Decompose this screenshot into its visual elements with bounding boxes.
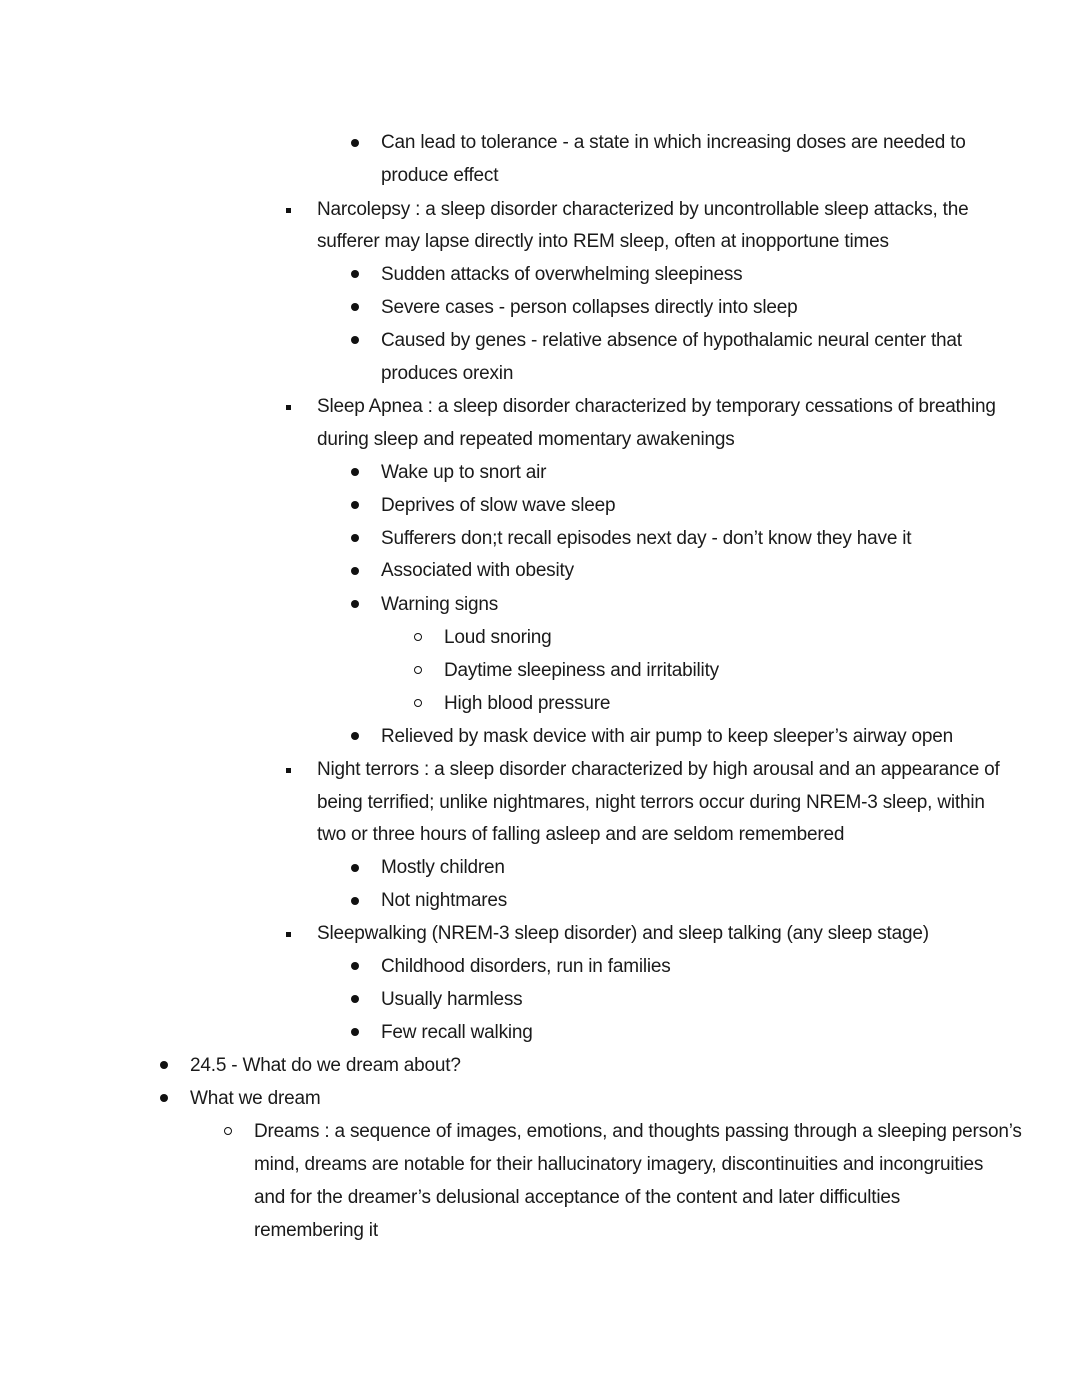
text-line: Daytime sleepiness and irritability xyxy=(444,660,719,681)
text-line: Severe cases - person collapses directly into sleep xyxy=(381,297,798,318)
text-line: remembering it xyxy=(254,1220,378,1241)
text-line: Wake up to snort air xyxy=(381,462,547,483)
text-line: sufferer may lapse directly into REM sleep, often at inopportune times xyxy=(317,231,889,252)
bullet-circle-icon xyxy=(224,1127,232,1135)
bullet-dot-icon xyxy=(351,732,359,740)
text-line: Usually harmless xyxy=(381,989,523,1010)
text-line: being terrified; unlike nightmares, night terrors occur during NREM-3 sleep, within xyxy=(317,792,985,813)
text-line: Narcolepsy : a sleep disorder characterized by uncontrollable sleep attacks, the xyxy=(317,199,969,220)
bullet-square-icon xyxy=(286,768,291,773)
text-line: Sleepwalking (NREM-3 sleep disorder) and sleep talking (any sleep stage) xyxy=(317,923,929,944)
text-line: Dreams : a sequence of images, emotions, and thoughts passing through a sleeping person’s xyxy=(254,1121,1022,1142)
section-heading: 24.5 - What do we dream about? xyxy=(190,1055,461,1076)
section-heading: What we dream xyxy=(190,1088,321,1109)
bullet-dot-icon xyxy=(351,864,359,872)
bullet-dot-icon xyxy=(160,1094,168,1102)
text-line: Night terrors : a sleep disorder characterized by high arousal and an appearance of xyxy=(317,759,1000,780)
bullet-dot-icon xyxy=(351,270,359,278)
bullet-square-icon xyxy=(286,405,291,410)
text-line: High blood pressure xyxy=(444,693,611,714)
text-line: Sufferers don;t recall episodes next day - don’t know they have it xyxy=(381,528,912,549)
text-line: mind, dreams are notable for their hallucinatory imagery, discontinuities and incongruities xyxy=(254,1154,984,1175)
bullet-dot-icon xyxy=(351,534,359,542)
bullet-dot-icon xyxy=(160,1061,168,1069)
text-line: Can lead to tolerance - a state in which increasing doses are needed to xyxy=(381,132,966,153)
text-line: Few recall walking xyxy=(381,1022,533,1043)
text-line: produces orexin xyxy=(381,363,514,384)
text-line: Deprives of slow wave sleep xyxy=(381,495,616,516)
text-line: Warning signs xyxy=(381,594,499,615)
bullet-circle-icon xyxy=(414,666,422,674)
bullet-dot-icon xyxy=(351,1028,359,1036)
bullet-circle-icon xyxy=(414,633,422,641)
bullet-dot-icon xyxy=(351,501,359,509)
bullet-square-icon xyxy=(286,932,291,937)
text-line: Relieved by mask device with air pump to keep sleeper’s airway open xyxy=(381,726,954,747)
bullet-dot-icon xyxy=(351,336,359,344)
text-line: Loud snoring xyxy=(444,627,552,648)
bullet-square-icon xyxy=(286,208,291,213)
bullet-dot-icon xyxy=(351,600,359,608)
text-line: produce effect xyxy=(381,165,499,186)
bullet-dot-icon xyxy=(351,468,359,476)
bullet-dot-icon xyxy=(351,567,359,575)
text-line: Caused by genes - relative absence of hypothalamic neural center that xyxy=(381,330,962,351)
text-line: Mostly children xyxy=(381,857,505,878)
bullet-dot-icon xyxy=(351,139,359,147)
text-line: Not nightmares xyxy=(381,890,508,911)
bullet-dot-icon xyxy=(351,897,359,905)
bullet-dot-icon xyxy=(351,962,359,970)
text-line: during sleep and repeated momentary awakenings xyxy=(317,429,735,450)
bullet-circle-icon xyxy=(414,699,422,707)
text-line: Childhood disorders, run in families xyxy=(381,956,671,977)
text-line: Sleep Apnea : a sleep disorder characterized by temporary cessations of breathing xyxy=(317,396,996,417)
text-line: Sudden attacks of overwhelming sleepiness xyxy=(381,264,743,285)
text-line: and for the dreamer’s delusional acceptance of the content and later difficulties xyxy=(254,1187,901,1208)
bullet-dot-icon xyxy=(351,303,359,311)
text-line: Associated with obesity xyxy=(381,560,574,581)
bullet-dot-icon xyxy=(351,995,359,1003)
text-line: two or three hours of falling asleep and are seldom remembered xyxy=(317,824,845,845)
